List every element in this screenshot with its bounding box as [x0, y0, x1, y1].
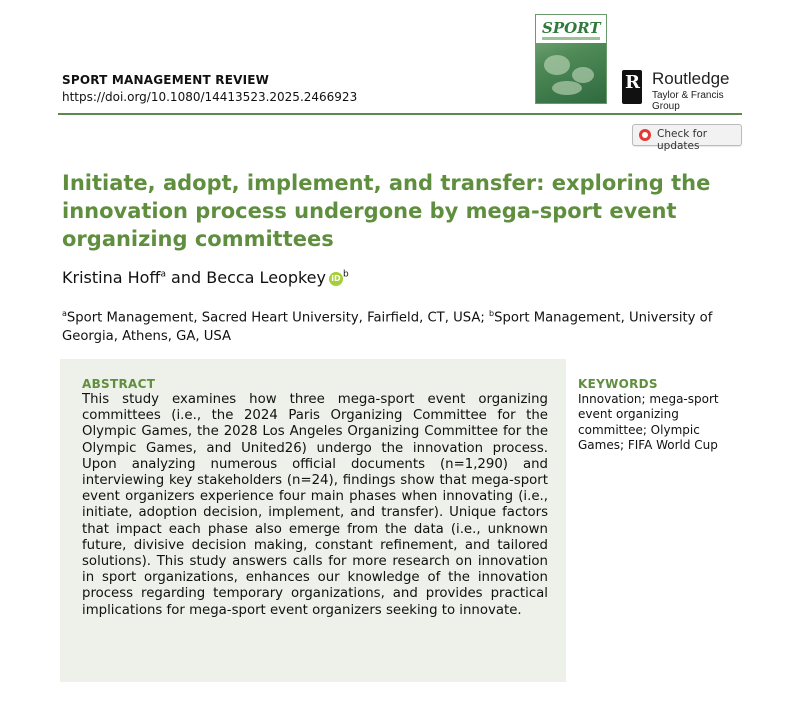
author-affil-marker: a — [160, 269, 166, 280]
affiliations — [62, 304, 748, 346]
cover-title: SPORT — [542, 19, 601, 37]
keywords-block — [578, 377, 748, 454]
routledge-logo-icon — [622, 70, 642, 104]
publisher-subtitle: Taylor & Francis Group — [652, 90, 724, 112]
orcid-icon[interactable]: iD — [329, 272, 343, 286]
keywords-text: Innovation; mega-sport event organizing committee; Olympic Games; FIFA World Cup — [578, 392, 719, 453]
abstract-box — [60, 359, 566, 682]
routledge-logo-letter: R — [625, 72, 640, 93]
journal-name: SPORT MANAGEMENT REVIEW — [62, 73, 270, 87]
author-name[interactable]: Kristina Hoff — [62, 268, 161, 287]
affil-text: Sport Management, Sacred Heart University, Fairfield, CT, USA; — [66, 310, 490, 326]
author-affil-marker: b — [342, 269, 349, 280]
affil-marker: a — [62, 309, 67, 318]
crossmark-icon — [639, 129, 651, 141]
check-for-updates-label: Check for updates — [657, 128, 708, 152]
cover-decoration — [572, 67, 594, 83]
keywords-heading: KEYWORDS — [578, 377, 658, 391]
check-for-updates-button[interactable] — [632, 124, 742, 152]
journal-cover-image — [535, 14, 607, 104]
abstract-heading: ABSTRACT — [82, 377, 156, 391]
article-title: Initiate, adopt, implement, and transfer: exploring the innovation process undergone by mega-sport event organizing committees — [62, 171, 711, 251]
cover-decoration — [552, 81, 582, 95]
publisher-logo — [622, 69, 752, 112]
publisher-name: Routledge — [652, 69, 730, 88]
doi-link[interactable]: https://doi.org/10.1080/14413523.2025.2466923 — [62, 90, 358, 104]
affil-marker: b — [489, 309, 495, 318]
journal-header — [62, 73, 357, 104]
abstract-text: This study examines how three mega-sport event organizing committees (i.e., the 2024 Paris Organizing Committee for the Olympic Games, the 2028 Los Angeles Organizing Committee for the Olympic Games, and United26) undergo the innovation process. Upon analyzing numerous official documents (n=1,290) and interviewing key stakeholders (n=24), findings show that mega-sport event organizers experience four main phases when innovating (i.e., initiate, adoption decision, implement, and transfer). Unique factors that impact each phase also emerge from the data (i.e., unknown future, divisive decision making, constant refinement, and tailored solutions). This study answers calls for more research on innovation in sport organizations, enhances our knowledge of the innovation process regarding temporary organizations, and provides practical implications for mega-sport event organizers seeking to innovate. — [82, 392, 548, 618]
author-name[interactable]: Becca Leopkey — [206, 268, 326, 287]
affil-text: Sport Management, University of Georgia, Athens, GA, USA — [62, 310, 713, 345]
cover-subtitle-bar — [542, 37, 600, 40]
header-divider — [58, 113, 742, 115]
author-list — [62, 268, 349, 287]
cover-decoration — [544, 55, 570, 75]
author-separator: and — [165, 268, 207, 287]
